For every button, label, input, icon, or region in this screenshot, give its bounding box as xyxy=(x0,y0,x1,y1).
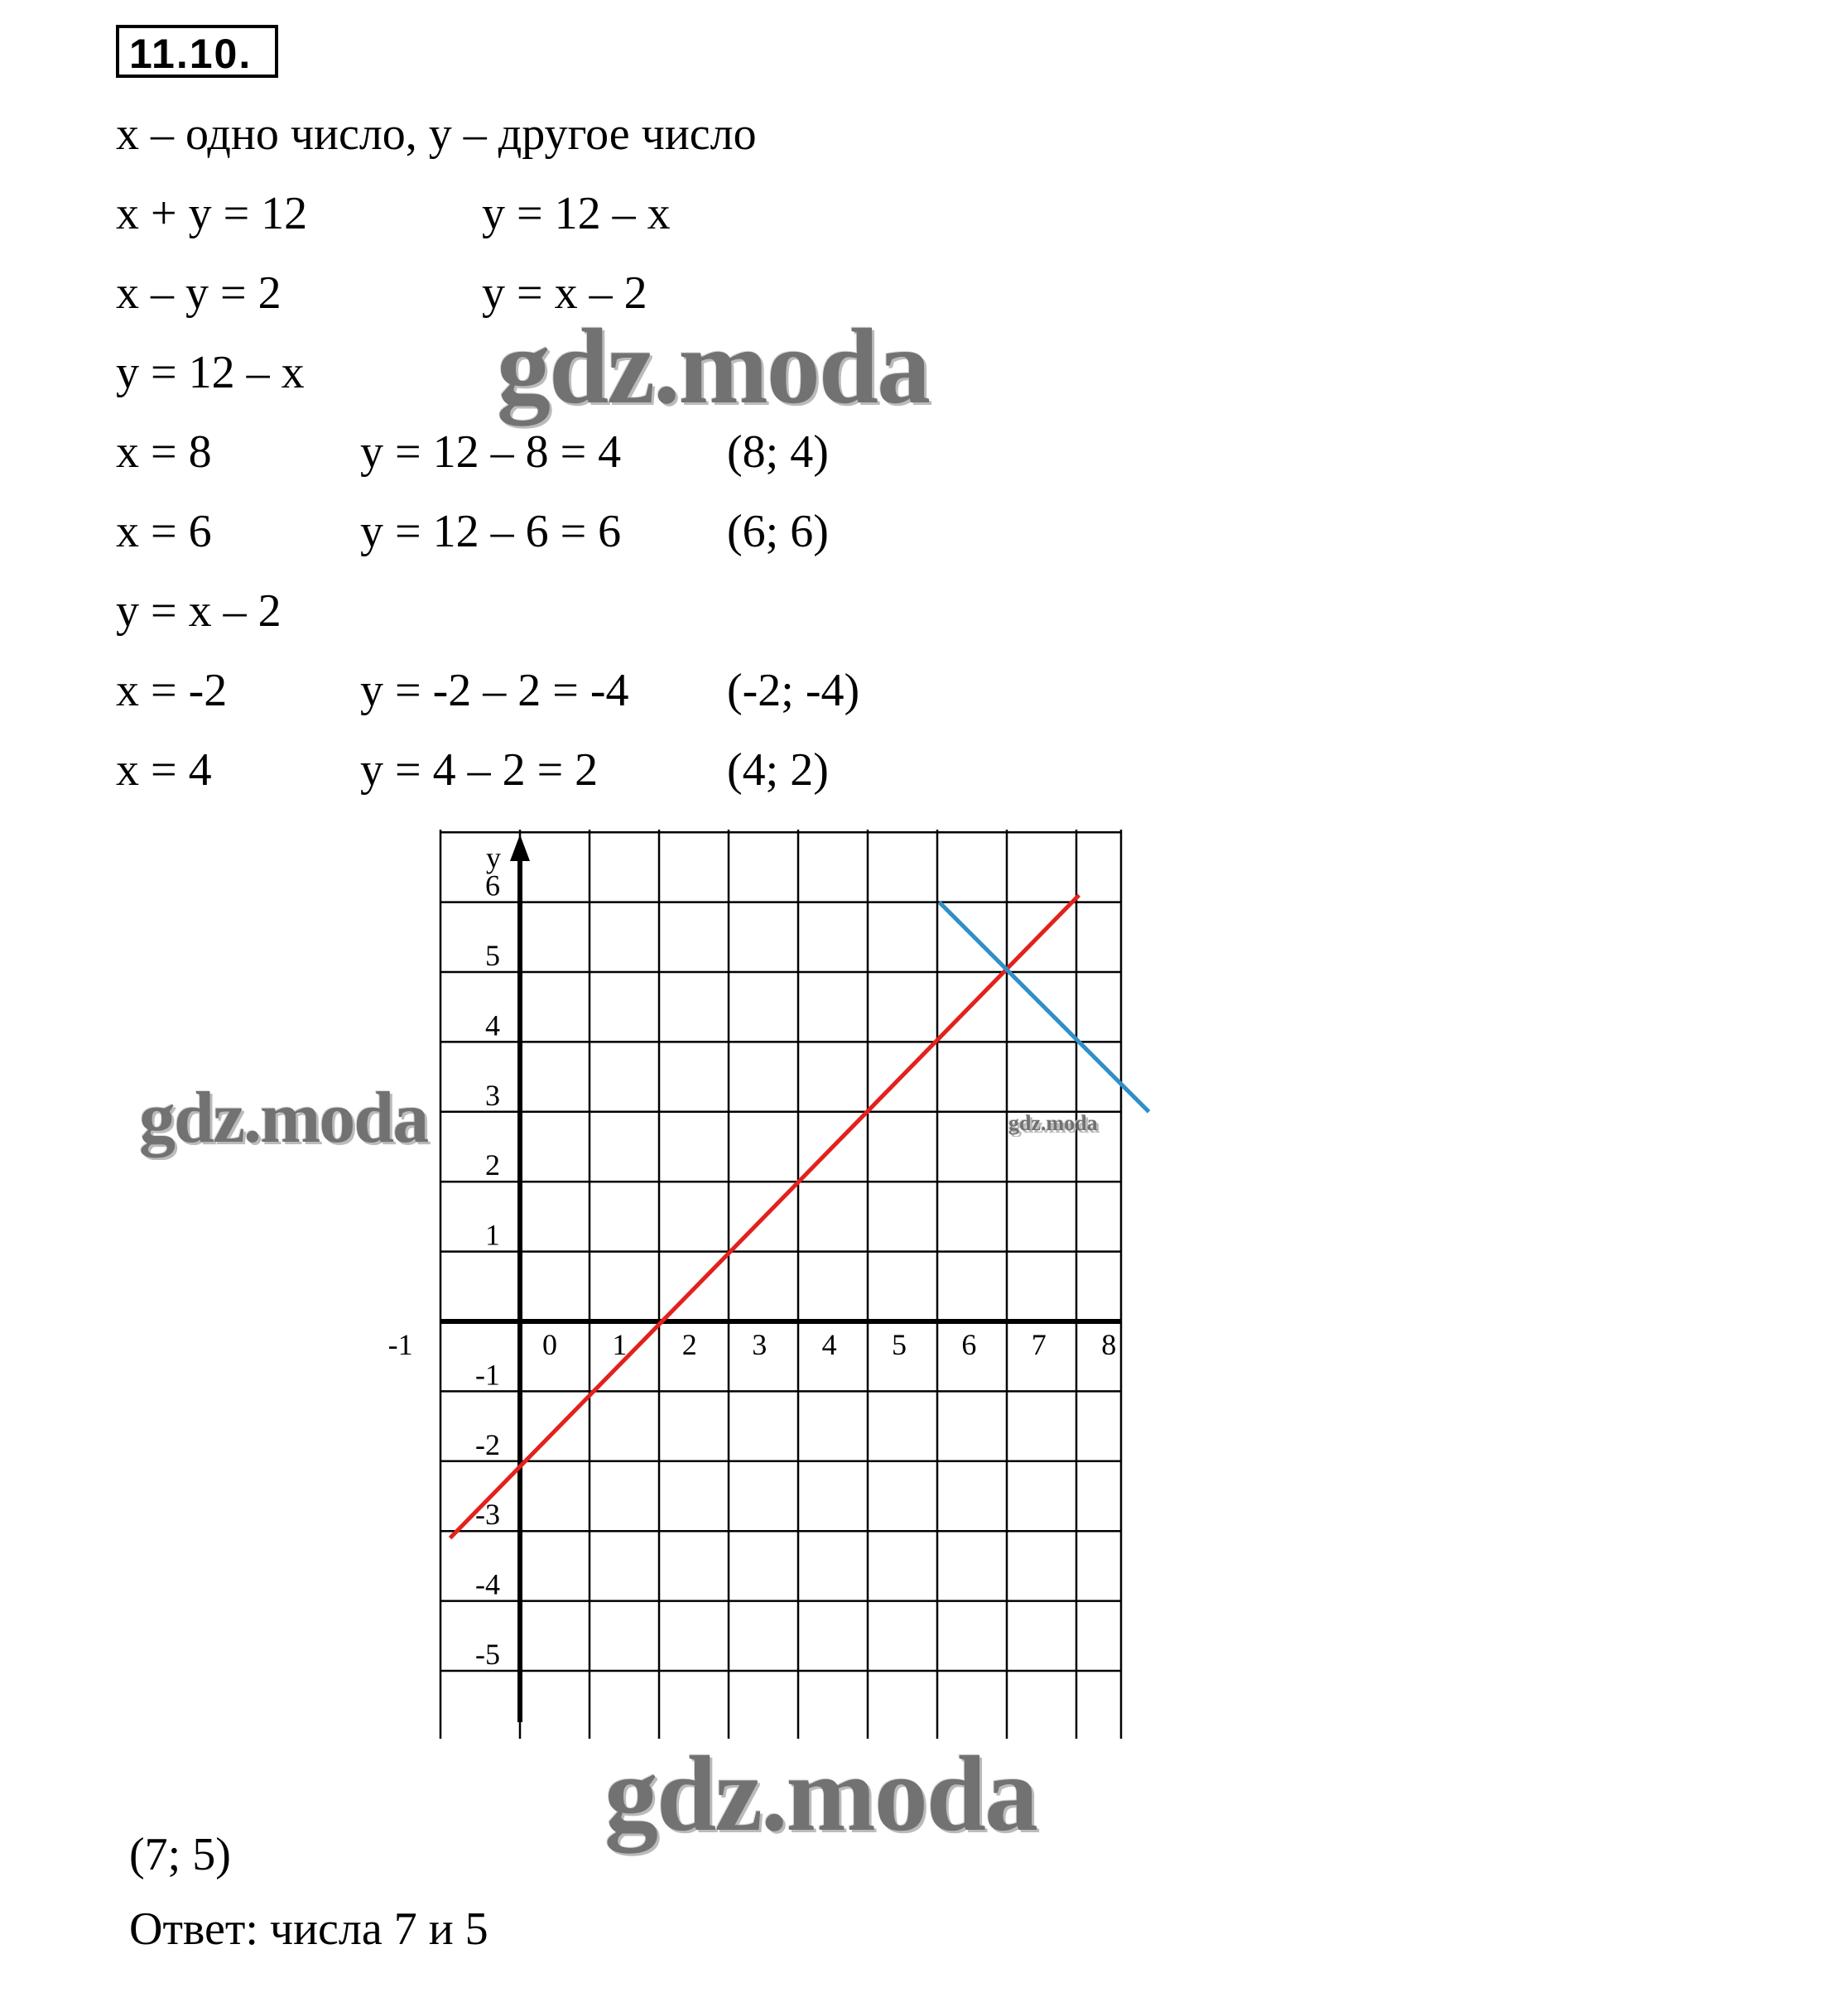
intersection-point: (7; 5) xyxy=(129,1829,231,1880)
task-number: 11.10. xyxy=(129,31,253,77)
y-tick-label: 5 xyxy=(485,939,500,972)
answer: Ответ: числа 7 и 5 xyxy=(129,1903,488,1955)
text-line: (8; 4) xyxy=(727,426,829,478)
x-tick-label: 7 xyxy=(1031,1328,1047,1361)
watermark: gdz.moda xyxy=(139,1078,428,1158)
text-line: x = 4 xyxy=(116,744,212,796)
x-tick-label: 6 xyxy=(961,1328,977,1361)
text-line: (-2; -4) xyxy=(727,665,860,716)
text-line: x = -2 xyxy=(116,665,228,716)
text-line: (6; 6) xyxy=(727,506,829,557)
text-line: x = 6 xyxy=(116,506,212,557)
y-axis-label: y xyxy=(486,841,501,874)
y-tick-label: -5 xyxy=(475,1638,500,1671)
y-tick-label: -2 xyxy=(475,1427,500,1461)
y-tick-label: 4 xyxy=(485,1008,500,1042)
text-line: x = 8 xyxy=(116,426,212,478)
x-tick-label: 4 xyxy=(821,1328,837,1361)
text-line: y = 12 – x xyxy=(482,188,671,239)
watermark: gdz.moda xyxy=(604,1735,1037,1854)
text-line: y = x – 2 xyxy=(482,267,647,319)
x-tick-label: 1 xyxy=(612,1328,628,1361)
text-line: y = 12 – x xyxy=(116,347,305,398)
x-tick-label: 2 xyxy=(681,1328,697,1361)
text-line: y = x – 2 xyxy=(116,585,282,637)
text-line: x – одно число, y – другое число xyxy=(116,108,757,160)
text-line: (4; 2) xyxy=(727,744,829,796)
y-tick-label: -3 xyxy=(475,1498,500,1532)
x-tick-label: 0 xyxy=(542,1328,557,1361)
text-line: y = 12 – 8 = 4 xyxy=(360,426,622,478)
x-tick-label: -1 xyxy=(387,1328,413,1361)
text-line: x + y = 12 xyxy=(116,188,308,239)
text-line: y = 4 – 2 = 2 xyxy=(360,744,599,796)
watermark: gdz.moda xyxy=(497,307,930,426)
x-tick-label: 5 xyxy=(892,1328,907,1361)
y-tick-label: 3 xyxy=(485,1078,500,1112)
text-line: x – y = 2 xyxy=(116,267,282,319)
text-line: y = -2 – 2 = -4 xyxy=(360,665,629,716)
y-tick-label: 2 xyxy=(485,1148,500,1182)
y-axis-arrow xyxy=(510,835,530,861)
x-tick-label: 8 xyxy=(1101,1328,1117,1361)
y-tick-label: 6 xyxy=(485,869,500,902)
x-tick-label: 3 xyxy=(752,1328,768,1361)
series-line xyxy=(450,895,1080,1538)
y-tick-label: -1 xyxy=(475,1358,500,1392)
y-tick-label: -4 xyxy=(475,1567,500,1601)
text-line: y = 12 – 6 = 6 xyxy=(360,506,622,557)
y-tick-label: 1 xyxy=(485,1218,500,1252)
watermark: gdz.moda xyxy=(1008,1111,1098,1135)
